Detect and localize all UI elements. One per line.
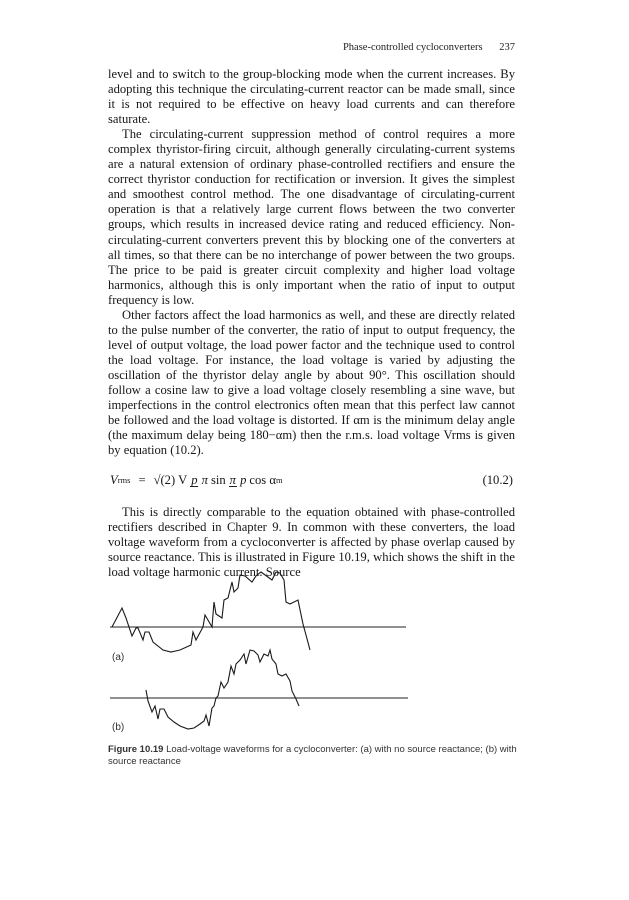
eq-v: V [110, 472, 118, 487]
body-text [108, 67, 515, 580]
eq-frac-p-over-pi [190, 474, 208, 487]
paragraph-3: Other factors affect the load harmonics as well, and these are directly related to the pulse number of the converter, the ratio of input to output frequency, the level of output voltage, the load power factor and the technique used to control the load voltage. For instance, the load voltage is varied by adjusting the oscillation of the thyristor delay angle by about 90°. This oscillation should follow a cosine law to give a load voltage closely resembling a sine wave, but imperfections in the control electronics often mean that this perfect law cannot be followed and the load voltage is distorted. If αm is the minimum delay angle (the maximum delay being 180−αm) then the r.m.s. load voltage Vrms is given by equation (10.2). [108, 307, 515, 458]
running-header [108, 42, 515, 53]
panel-b-waveform [146, 650, 299, 729]
eq-equals: = [138, 472, 146, 487]
paragraph-1: level and to switch to the group-blocking mode when the current increases. By adopting this technique the circulating-current reactor can be made small, since it is not required to be effective on heavy load currents and can therefore saturate. [108, 67, 515, 127]
eq-frac-pi-over-p [229, 474, 247, 487]
eq-frac2-den: p [240, 472, 247, 487]
caption-label: Figure 10.19 [108, 744, 164, 755]
panel-a-label: (a) [112, 652, 125, 663]
eq-rms-sub: rms [117, 474, 131, 485]
panel-b-label: (b) [112, 722, 125, 733]
eq-frac1-num: p [191, 472, 198, 487]
eq-sin: sin [210, 472, 226, 487]
caption-text: Load-voltage waveforms for a cycloconverter: (a) with no source reactance; (b) with source reactance [108, 744, 517, 767]
page-number: 237 [499, 42, 515, 53]
paragraph-4: This is directly comparable to the equation obtained with phase-controlled rectifiers described in Chapter 9. In common with these converters, the load voltage waveform from a cycloconverter is affected by phase overlap caused by source reactance. This is illustrated in Figure 10.19, which shows the shift in the load voltage harmonic current. Source [108, 505, 515, 580]
equation-number: (10.2) [482, 472, 513, 487]
paragraph-2: The circulating-current suppression method of control requires a more complex thyristor-firing circuit, although generally circulating-current systems are a natural extension of ordinary phase-controlled rectifiers and ensure the correct thyristor conduction for rectification or inversion. It gives the simplest and smoothest control method. The one disadvantage of circulating-current operation is that a relatively large current flows between the two converter groups, which results in increased device rating and reduced efficiency. Non-circulating-current converters prevent this by blocking one of the converters at all times, so that there can be no interchange of power between the two groups. The price to be paid is greater circuit complexity and higher load voltage harmonics, although this is only important when the ratio of input to output frequency is low. [108, 127, 515, 307]
equation-expression [108, 473, 283, 488]
eq-cos-sub: m [275, 474, 283, 485]
eq-cos: cos α [249, 472, 276, 487]
eq-frac2-num: π [229, 472, 236, 487]
eq-frac1-den: π [201, 472, 208, 487]
equation-10-2 [108, 465, 515, 495]
figure-caption [108, 744, 518, 768]
figure-10-19 [108, 570, 518, 750]
panel-a-waveform [112, 572, 310, 652]
running-title: Phase-controlled cycloconverters [342, 42, 483, 53]
waveform-figure [108, 570, 518, 746]
eq-sqrt: √(2) V [153, 472, 188, 487]
